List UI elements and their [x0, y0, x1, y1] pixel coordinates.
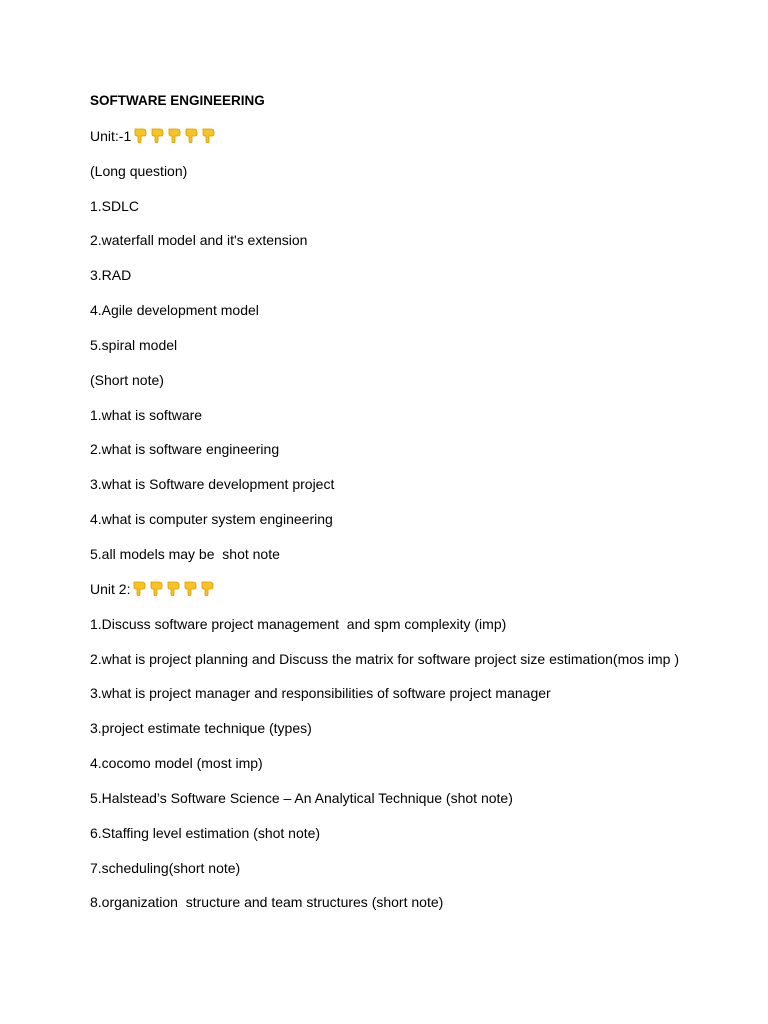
pointing-down-hand-icon — [165, 580, 182, 596]
list-item: 4.Agile development model — [90, 302, 259, 319]
list-item: 6.Staffing level estimation (shot note) — [90, 824, 321, 841]
unit-2-heading-label: Unit 2: — [90, 580, 131, 597]
unit-2-emoji-row — [131, 580, 216, 596]
pointing-down-hand-icon — [166, 127, 183, 143]
pointing-down-hand-icon — [149, 127, 166, 143]
list-item: 2.what is project planning and Discuss the matrix for software project size estimation(mos imp ) — [90, 650, 680, 667]
list-item: 5.Halstead’s Software Science – An Analytical Technique (shot note) — [90, 789, 513, 806]
pointing-down-hand-icon — [183, 127, 200, 143]
list-item: 3.what is Software development project — [90, 476, 335, 493]
list-item: 2.waterfall model and it's extension — [90, 232, 308, 249]
list-item: 1.SDLC — [90, 197, 140, 214]
list-item: 8.organization structure and team structures (short note) — [90, 894, 444, 911]
list-item: 4.cocomo model (most imp) — [90, 755, 263, 772]
pointing-down-hand-icon — [182, 580, 199, 596]
section-label-long-question: (Long question) — [90, 162, 188, 179]
unit-1-heading — [90, 127, 750, 162]
document-page — [90, 92, 750, 928]
pointing-down-hand-icon — [132, 127, 149, 143]
list-item: 1.what is software — [90, 406, 203, 423]
pointing-down-hand-icon — [200, 127, 217, 143]
pointing-down-hand-icon — [199, 580, 216, 596]
list-item: 7.scheduling(short note) — [90, 859, 241, 876]
list-item: 4.what is computer system engineering — [90, 511, 333, 528]
section-label-short-note: (Short note) — [90, 371, 164, 388]
list-item: 1.Discuss software project management and spm complexity (imp) — [90, 615, 507, 632]
pointing-down-hand-icon — [148, 580, 165, 596]
unit-2-heading — [90, 580, 750, 615]
pointing-down-hand-icon — [131, 580, 148, 596]
unit-1-heading-label: Unit:-1 — [90, 127, 132, 144]
unit-1-emoji-row — [132, 127, 217, 143]
list-item: 3.project estimate technique (types) — [90, 720, 312, 737]
list-item: 3.RAD — [90, 267, 132, 284]
document-title: SOFTWARE ENGINEERING — [90, 93, 265, 108]
list-item: 2.what is software engineering — [90, 441, 280, 458]
list-item: 3.what is project manager and responsibilities of software project manager — [90, 685, 551, 702]
list-item: 5.all models may be shot note — [90, 545, 280, 562]
list-item: 5.spiral model — [90, 336, 178, 353]
